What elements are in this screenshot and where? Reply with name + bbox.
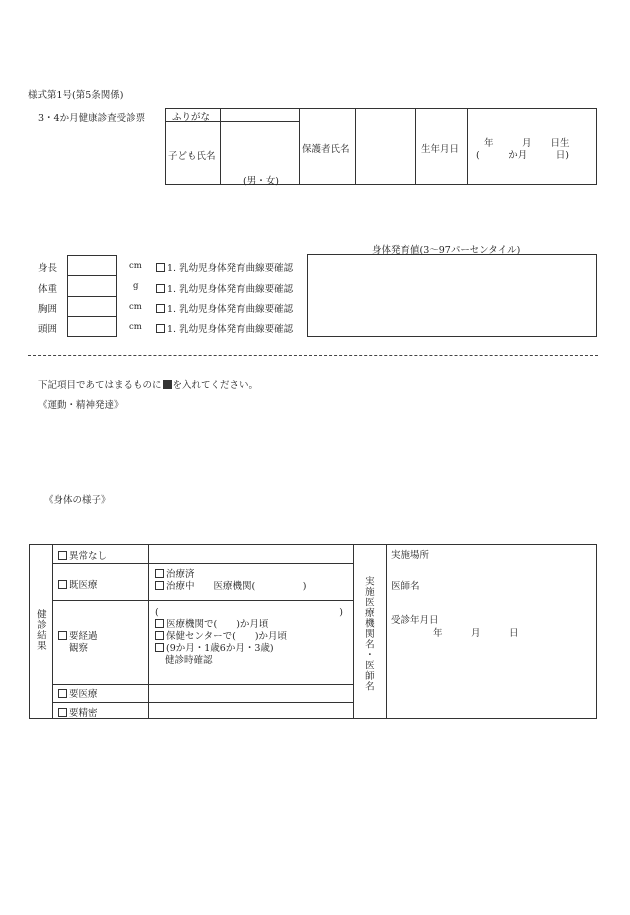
result-normal[interactable]	[58, 548, 107, 562]
sex-options[interactable]: (男・女)	[243, 176, 279, 187]
result-follow-up-label-2: 観察	[69, 643, 89, 654]
result-needs-medical-label: 要医療	[69, 689, 98, 700]
fu-checkup-label-1: (9か月・1歳6か月・3歳)	[166, 643, 274, 654]
percentile-title: 身体発育値(3〜97パーセンタイル)	[372, 245, 521, 256]
child-name-label: 子ども氏名	[168, 151, 216, 162]
form-number: 様式第1号(第5条関係)	[28, 90, 124, 101]
head-input[interactable]	[68, 317, 116, 335]
head-unit: cm	[129, 322, 142, 332]
exam-date-label: 受診年月日	[391, 615, 439, 626]
weight-check-label: 1. 乳幼児身体発育曲線要確認	[167, 284, 294, 295]
doctor-label: 医師名	[391, 581, 420, 592]
results-h1	[52, 563, 353, 564]
checkbox-icon[interactable]	[58, 708, 67, 717]
divider-v2	[299, 108, 300, 185]
checkbox-icon[interactable]	[58, 580, 67, 589]
fu-clinic-label: 医療機関で( )か月頃	[166, 619, 269, 630]
dashed-separator	[28, 355, 598, 356]
weight-check[interactable]	[156, 281, 293, 295]
results-h4	[52, 702, 353, 703]
head-check[interactable]	[156, 321, 293, 335]
results-h2	[52, 600, 353, 601]
head-check-label: 1. 乳幼児身体発育曲線要確認	[167, 324, 294, 335]
percentile-box[interactable]	[307, 254, 597, 337]
head-label: 頭囲	[38, 324, 58, 335]
checkbox-icon[interactable]	[155, 569, 164, 578]
height-label: 身長	[38, 263, 58, 274]
furigana-label: ふりがな	[172, 112, 211, 123]
weight-unit: g	[133, 281, 139, 291]
checkbox-icon[interactable]	[156, 324, 165, 333]
divider-v1	[220, 108, 221, 185]
chest-unit: cm	[129, 302, 142, 312]
checkbox-icon[interactable]	[156, 284, 165, 293]
results-h3	[52, 684, 353, 685]
height-unit: cm	[129, 261, 142, 271]
divider-v4	[415, 108, 416, 185]
checkbox-icon[interactable]	[155, 619, 164, 628]
height-check-label: 1. 乳幼児身体発育曲線要確認	[167, 263, 294, 274]
chest-label: 胸囲	[38, 304, 58, 315]
checkbox-icon[interactable]	[58, 551, 67, 560]
checked-box-icon	[163, 380, 172, 389]
results-side-label: 健診結果	[34, 609, 46, 651]
checkbox-icon[interactable]	[58, 689, 67, 698]
result-normal-label: 異常なし	[69, 551, 108, 562]
checkbox-icon[interactable]	[155, 581, 164, 590]
furigana-field[interactable]	[222, 109, 298, 120]
height-check[interactable]	[156, 260, 293, 274]
treating-option[interactable]	[155, 581, 306, 593]
birth-date-line[interactable]: 年 月 日生	[484, 138, 570, 149]
result-needs-medical[interactable]	[58, 686, 98, 700]
section-body: 《身体の様子》	[44, 495, 111, 506]
result-needs-exam[interactable]	[58, 705, 98, 719]
measure-divider-1	[67, 275, 117, 276]
result-follow-up-label-1: 要経過	[69, 631, 98, 642]
follow-up-options	[155, 607, 343, 667]
result-needs-exam-label: 要精密	[69, 708, 98, 719]
divider-v3	[355, 108, 356, 185]
checkbox-icon[interactable]	[155, 631, 164, 640]
guardian-name-field[interactable]	[357, 110, 413, 183]
results-v3	[353, 544, 354, 719]
result-under-treatment-label: 既医療	[69, 580, 98, 591]
treated-option[interactable]	[155, 569, 306, 581]
result-under-treatment[interactable]	[58, 577, 98, 591]
exam-date-format[interactable]: 年 月 日	[433, 628, 519, 639]
fu-clinic-option[interactable]	[155, 619, 343, 631]
results-v1	[52, 544, 53, 719]
fu-checkup-label-2: 健診時確認	[165, 655, 213, 666]
weight-label: 体重	[38, 284, 58, 295]
birth-label: 生年月日	[421, 144, 460, 155]
instruction	[38, 377, 258, 391]
fu-center-label: 保健センターで( )か月頃	[166, 631, 288, 642]
form-title: 3・4か月健康診査受診票	[38, 113, 146, 124]
instruction-before: 下記項目であてはまるものに	[38, 380, 162, 391]
checkbox-icon[interactable]	[155, 643, 164, 652]
birth-age-line[interactable]: ( か月 日)	[476, 150, 569, 161]
divider-v5	[467, 108, 468, 185]
institution-label: 実施医療機関名・医師名	[362, 576, 374, 692]
fu-checkup-option[interactable]	[155, 643, 343, 655]
checkbox-icon[interactable]	[156, 263, 165, 272]
fu-center-option[interactable]	[155, 631, 343, 643]
results-v2	[148, 544, 149, 719]
place-label: 実施場所	[391, 550, 430, 561]
treatment-options	[155, 569, 306, 593]
checkbox-icon[interactable]	[58, 631, 67, 640]
follow-up-paren-blank[interactable]: ( )	[155, 607, 343, 618]
height-input[interactable]	[68, 256, 116, 274]
guardian-label: 保護者氏名	[302, 144, 350, 155]
child-name-field[interactable]	[222, 123, 298, 171]
checkbox-icon[interactable]	[156, 304, 165, 313]
treating-label: 治療中 医療機関( )	[166, 581, 307, 592]
instruction-after: を入れてください。	[172, 380, 259, 391]
treated-label: 治療済	[166, 569, 195, 580]
section-motor: 《運動・精神発達》	[38, 400, 124, 411]
results-v4	[386, 544, 387, 719]
chest-input[interactable]	[68, 297, 116, 315]
weight-input[interactable]	[68, 277, 116, 295]
chest-check[interactable]	[156, 301, 293, 315]
chest-check-label: 1. 乳幼児身体発育曲線要確認	[167, 304, 294, 315]
